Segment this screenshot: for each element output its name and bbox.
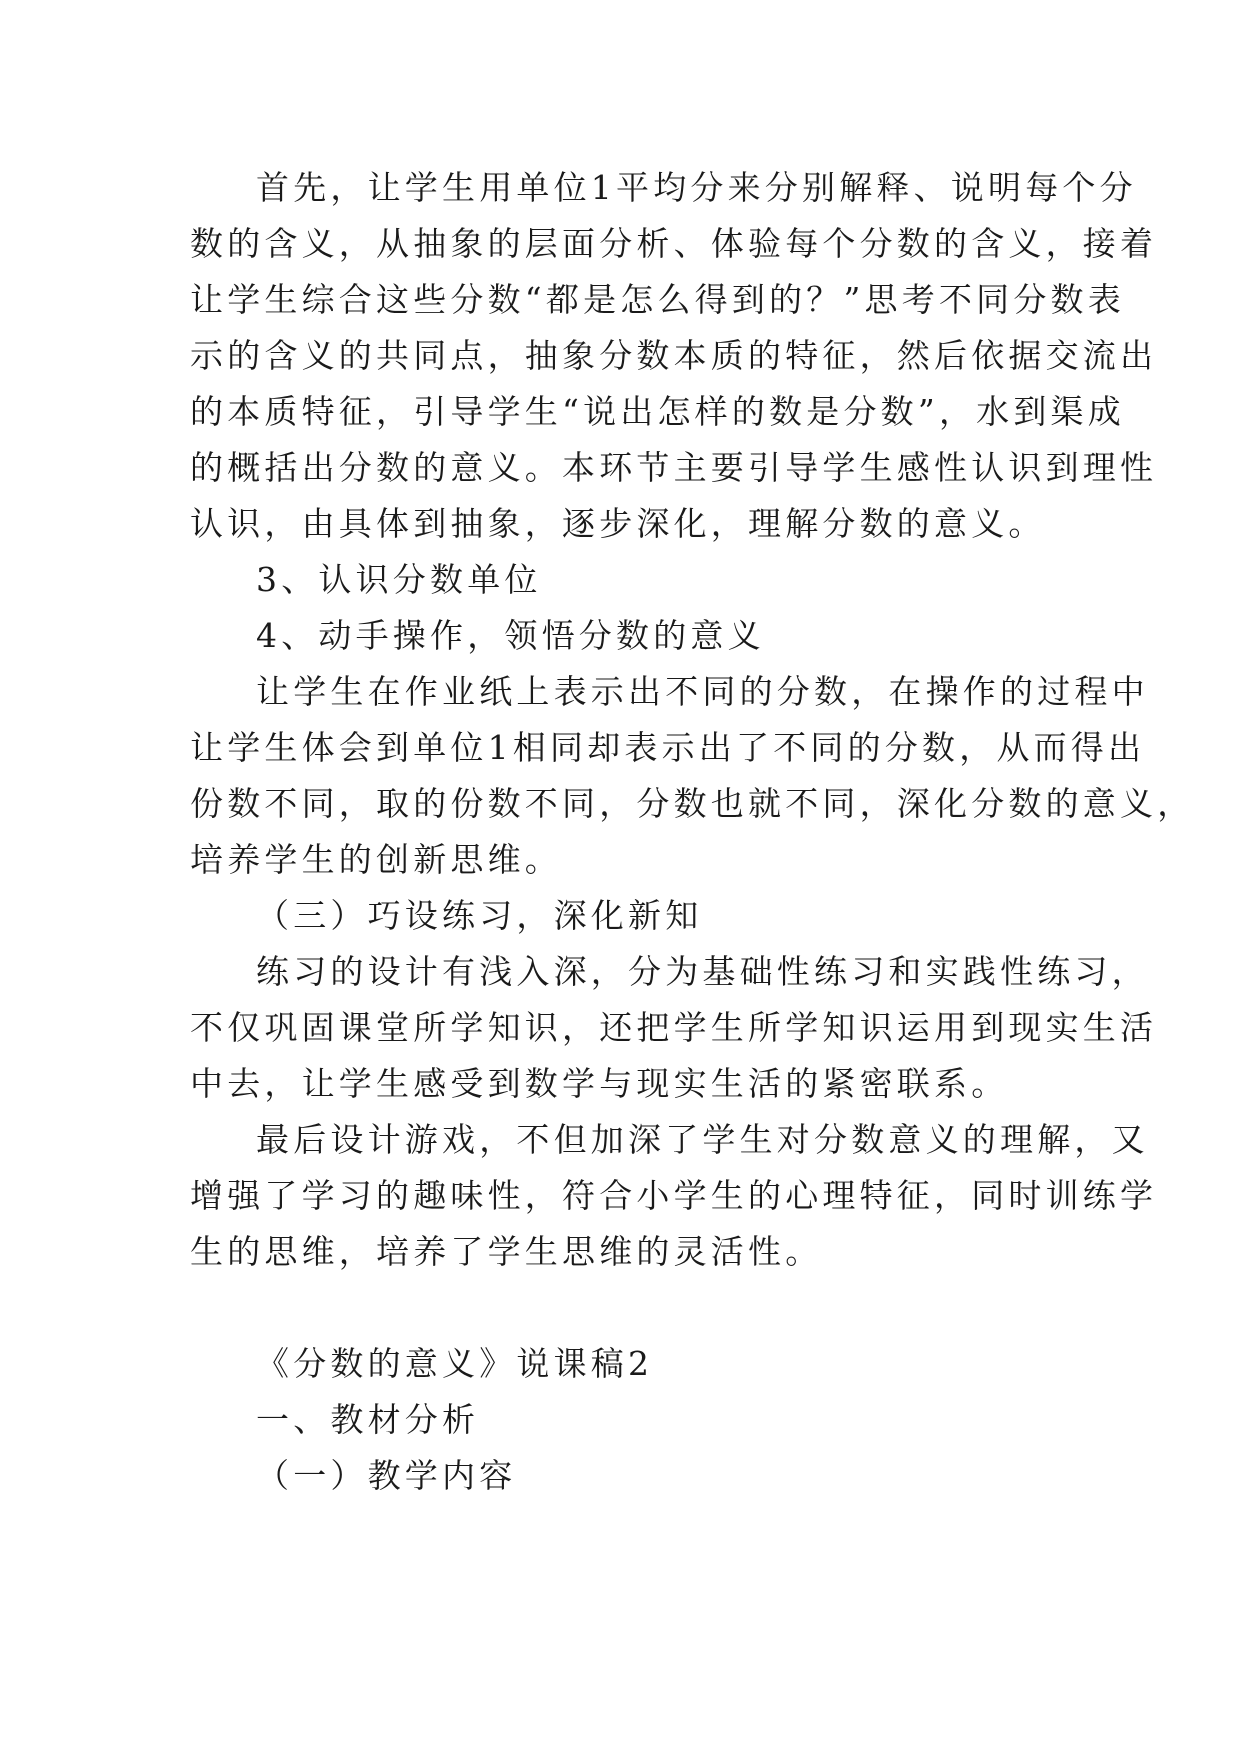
- paragraph-line: 练习的设计有浅入深，分为基础性练习和实践性练习，: [256, 952, 1149, 991]
- paragraph-line: 的概括出分数的意义。本环节主要引导学生感性认识到理性: [190, 448, 1158, 487]
- paragraph-line: 让学生在作业纸上表示出不同的分数，在操作的过程中: [256, 672, 1149, 711]
- document-title: 《分数的意义》说课稿2: [256, 1344, 654, 1383]
- section-heading: 一、教材分析: [256, 1400, 480, 1439]
- paragraph-line: 中去，让学生感受到数学与现实生活的紧密联系。: [190, 1064, 1009, 1103]
- section-heading: 3、认识分数单位: [256, 560, 542, 599]
- paragraph-line: 培养学生的创新思维。: [190, 840, 562, 879]
- paragraph-line: 生的思维，培养了学生思维的灵活性。: [190, 1232, 823, 1271]
- paragraph-line: 份数不同，取的份数不同，分数也就不同，深化分数的意义，: [190, 784, 1195, 823]
- paragraph-line: 认识，由具体到抽象，逐步深化，理解分数的意义。: [190, 504, 1046, 543]
- paragraph-line: 增强了学习的趣味性，符合小学生的心理特征，同时训练学: [190, 1176, 1158, 1215]
- paragraph-line: 最后设计游戏，不但加深了学生对分数意义的理解，又: [256, 1120, 1149, 1159]
- paragraph-line: 数的含义，从抽象的层面分析、体验每个分数的含义，接着: [190, 224, 1158, 263]
- section-heading: （一）教学内容: [256, 1456, 517, 1495]
- paragraph-line: 首先，让学生用单位1平均分来分别解释、说明每个分: [256, 168, 1137, 207]
- paragraph-line: 的本质特征，引导学生“说出怎样的数是分数”，水到渠成: [190, 392, 1125, 431]
- section-heading: 4、动手操作，领悟分数的意义: [256, 616, 765, 655]
- paragraph-line: 示的含义的共同点，抽象分数本质的特征，然后依据交流出: [190, 336, 1158, 375]
- paragraph-line: 让学生体会到单位1相同却表示出了不同的分数，从而得出: [190, 728, 1146, 767]
- section-heading: （三）巧设练习，深化新知: [256, 896, 703, 935]
- paragraph-line: 不仅巩固课堂所学知识，还把学生所学知识运用到现实生活: [190, 1008, 1158, 1047]
- paragraph-line: 让学生综合这些分数“都是怎么得到的？”思考不同分数表: [190, 280, 1125, 319]
